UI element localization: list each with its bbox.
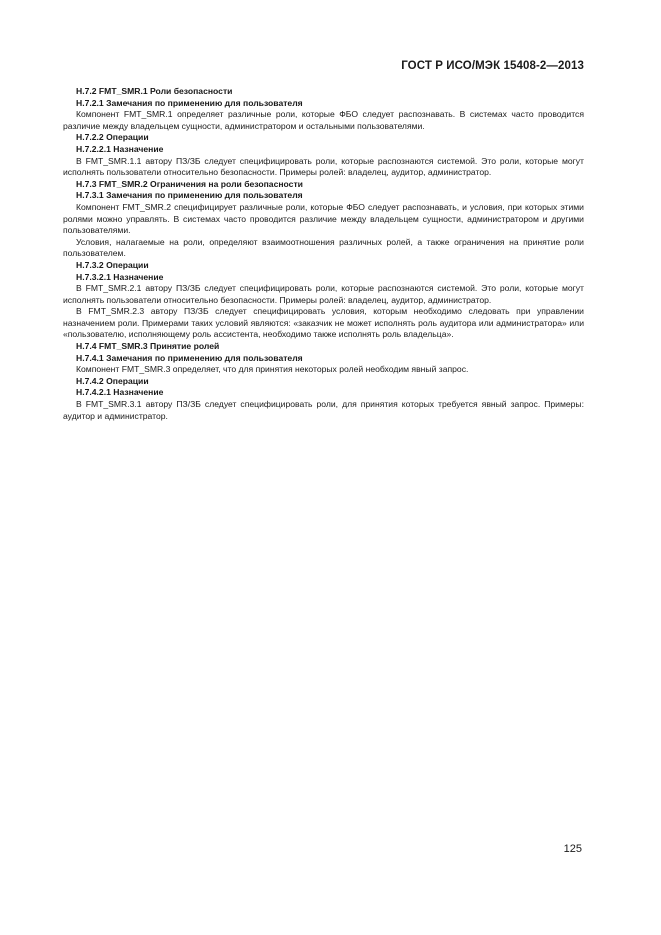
subsection-heading: H.7.2.2 Операции: [76, 132, 149, 143]
body-paragraph: Компонент FMT_SMR.2 специфицирует различные роли, которые ФБО следует распознавать, и условия, при которых этими ролями можно управлять. В системах часто проводится различие между владельцем сущности, администратором и другими пользователями.: [63, 201, 584, 236]
subsection-heading: H.7.3.2.1 Назначение: [76, 271, 164, 282]
subsection-heading: H.7.2.2.1 Назначение: [76, 143, 164, 154]
body-paragraph: В FMT_SMR.2.3 автору ПЗ/ЗБ следует специфицировать условия, которым необходимо следовать при управлении назначением роли. Примерами таких условий являются: «заказчик не может исполнять роль аудитора или администратора» или «пользователю, исполняющему роль ассистента, необходимо также исполнять роль владельца».: [63, 306, 584, 340]
document-body: [63, 86, 584, 422]
body-paragraph: Компонент FMT_SMR.1 определяет различные роли, которые ФБО следует распознавать. В системах часто проводится различие между владельцем сущности, администратором и остальными пользователями.: [63, 109, 584, 131]
body-paragraph: В FMT_SMR.1.1 автору ПЗ/ЗБ следует специфицировать роли, которые распознаются системой. Это роли, которые могут исполнять пользователи относительно безопасности. Примеры ролей: владелец, аудитор, администратор.: [63, 155, 584, 178]
section-heading: H.7.3 FMT_SMR.2 Ограничения на роли безопасности: [76, 178, 303, 189]
section-heading: H.7.4 FMT_SMR.3 Принятие ролей: [76, 341, 220, 352]
section-heading: H.7.2 FMT_SMR.1 Роли безопасности: [76, 86, 233, 96]
subsection-heading: H.7.4.2 Операции: [76, 375, 149, 386]
document-header-title: ГОСТ Р ИСО/МЭК 15408-2—2013: [401, 60, 584, 72]
subsection-heading: H.7.3.1 Замечания по применению для пользователя: [76, 190, 303, 201]
subsection-heading: H.7.4.2.1 Назначение: [76, 387, 164, 398]
page-number: 125: [563, 843, 582, 855]
subsection-heading: H.7.2.1 Замечания по применению для пользователя: [76, 97, 303, 108]
body-paragraph: В FMT_SMR.3.1 автору ПЗ/ЗБ следует специфицировать роли, для принятия которых требуется явный запрос. Примеры: аудитор и администратор.: [63, 399, 584, 421]
subsection-heading: H.7.3.2 Операции: [76, 259, 149, 270]
body-paragraph: Компонент FMT_SMR.3 определяет, что для принятия некоторых ролей необходим явный запрос.: [76, 364, 469, 375]
body-paragraph: Условия, налагаемые на роли, определяют взаимоотношения различных ролей, а также ограничения на принятие роли пользователем.: [63, 236, 584, 259]
subsection-heading: H.7.4.1 Замечания по применению для пользователя: [76, 352, 303, 363]
body-paragraph: В FMT_SMR.2.1 автору ПЗ/ЗБ следует специфицировать роли, которые распознаются системой. Это роли, которые могут исполнять пользователи относительно безопасности. Примеры ролей: владелец, аудитор, администратор.: [63, 283, 584, 305]
